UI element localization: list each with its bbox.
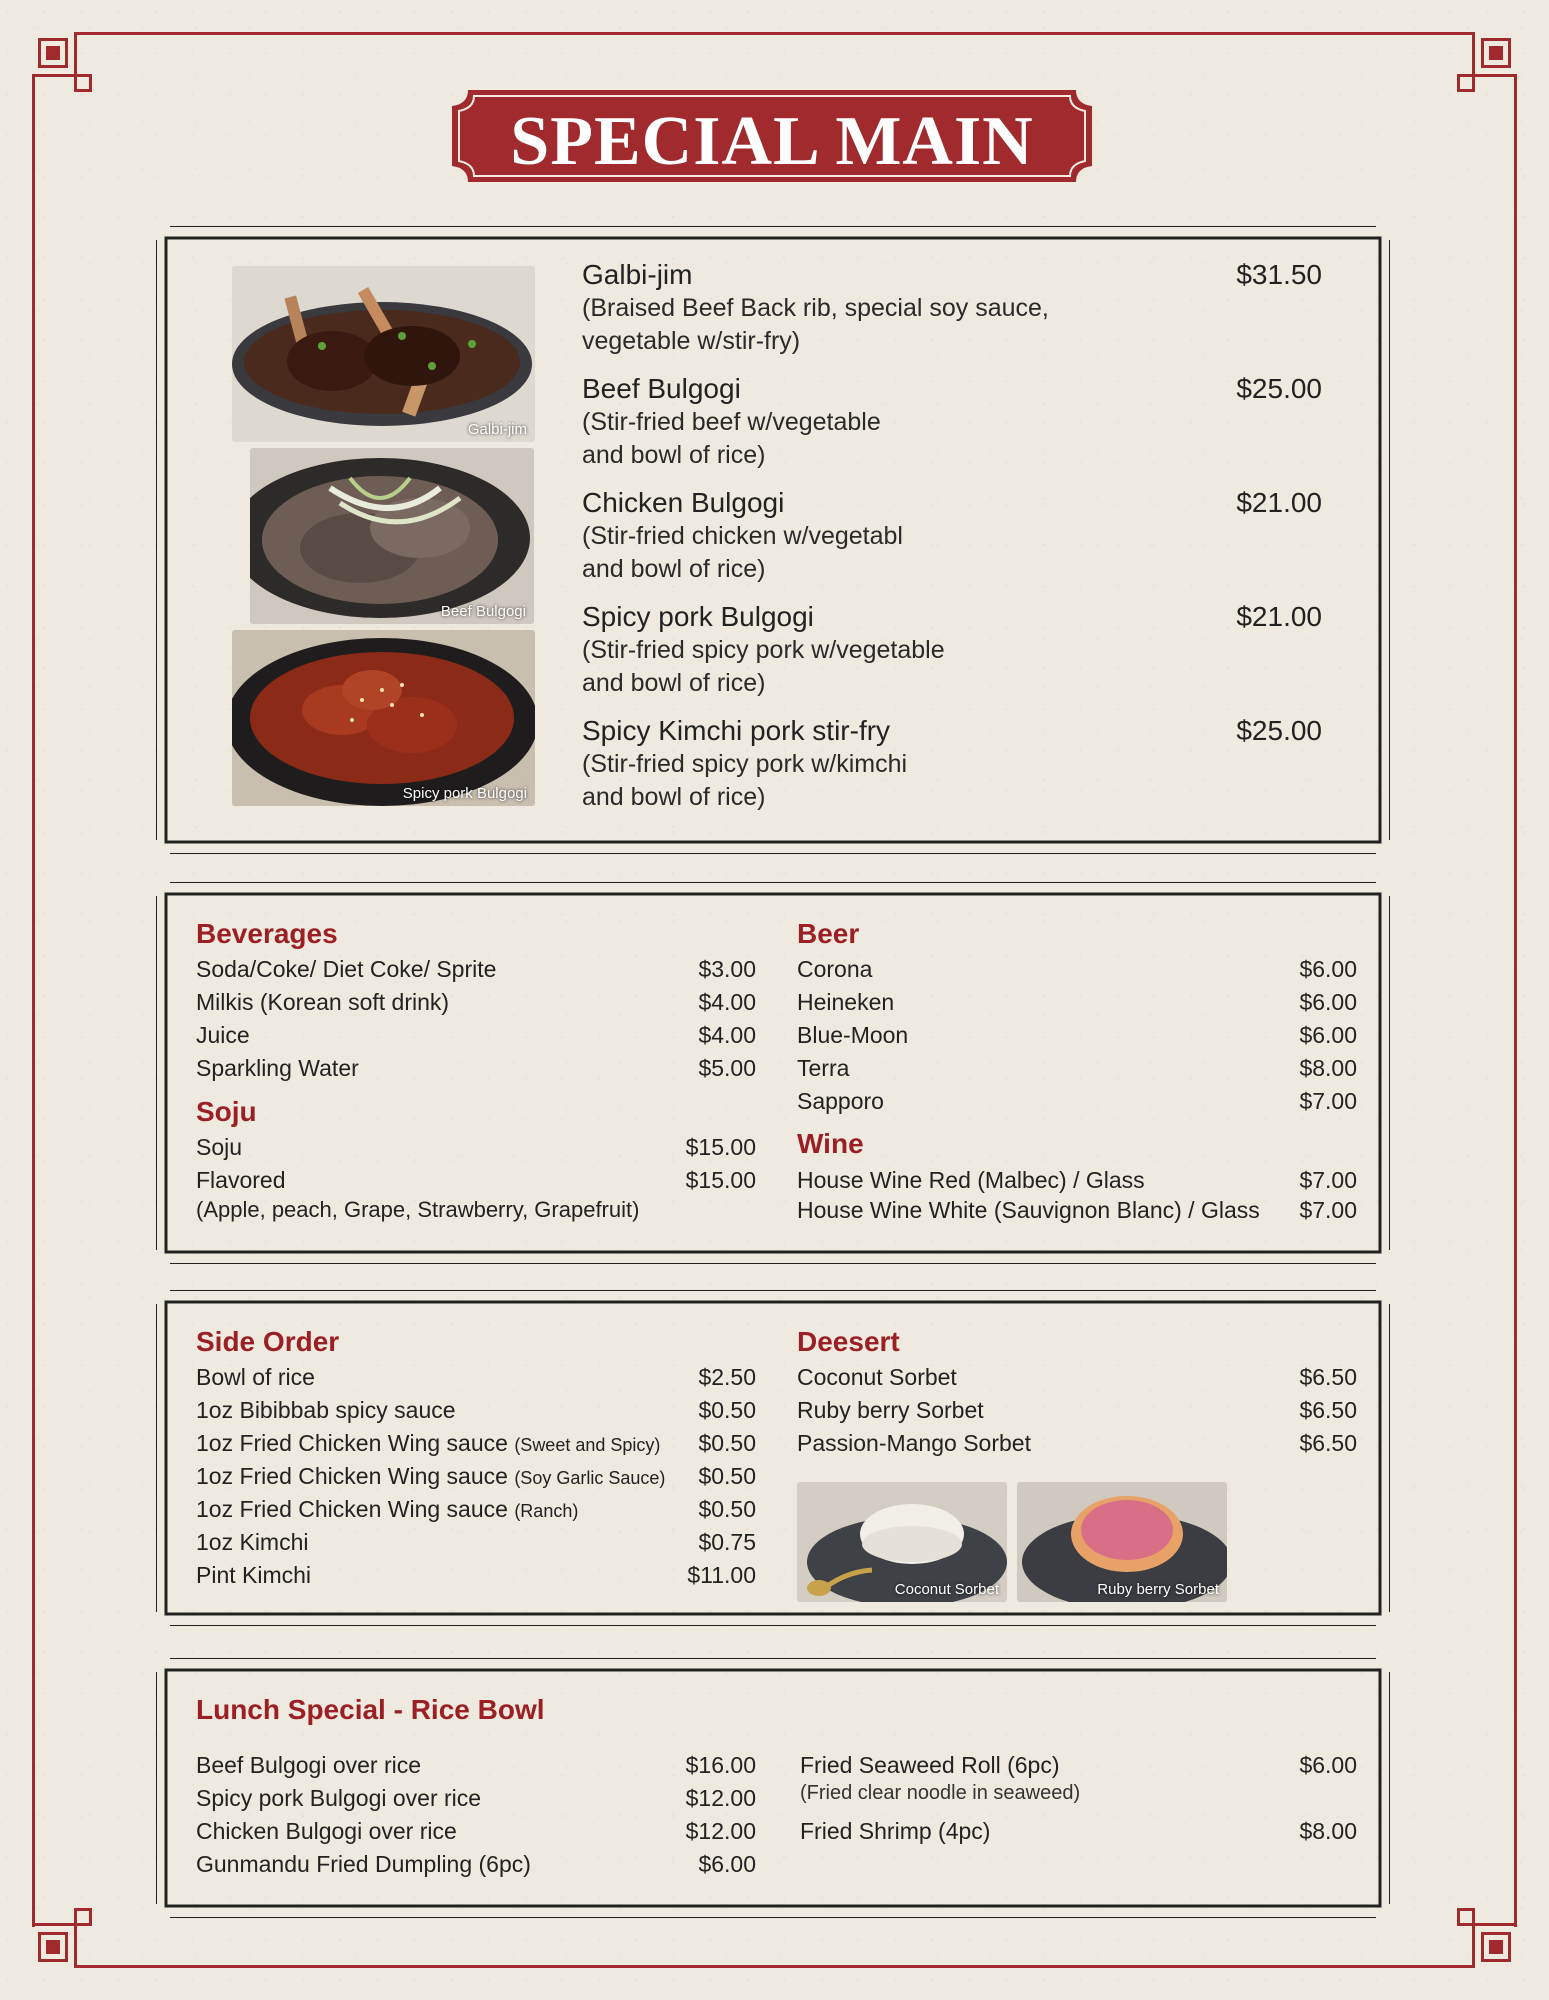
lunch-special-panel xyxy=(156,1658,1390,1918)
beer-item xyxy=(797,954,1357,984)
beverage-item xyxy=(196,1020,756,1050)
item-name: Flavored xyxy=(196,1167,286,1193)
beer-title: Beer xyxy=(797,918,860,949)
item-price: $7.00 xyxy=(1299,1088,1357,1114)
beverage-item xyxy=(196,1053,756,1083)
beef-bulgogi-photo xyxy=(250,448,534,624)
item-name: Fried Shrimp (4pc) xyxy=(800,1818,991,1844)
item-name: Pint Kimchi xyxy=(196,1562,312,1588)
item-name: Soda/Coke/ Diet Coke/ Sprite xyxy=(196,956,497,982)
item-name: Coconut Sorbet xyxy=(797,1364,957,1390)
item-name: Blue-Moon xyxy=(797,1022,909,1048)
item-desc-line1: (Stir-fried spicy pork w/vegetable xyxy=(582,636,945,664)
dessert-item xyxy=(797,1428,1357,1458)
item-price: $12.00 xyxy=(685,1785,756,1811)
main-item-spicy-kimchi-pork xyxy=(582,714,1322,814)
item-desc-line2: and bowl of rice) xyxy=(582,669,766,697)
drinks-panel xyxy=(156,882,1390,1264)
main-item-spicy-pork-bulgogi xyxy=(582,600,1322,700)
item-price: $2.50 xyxy=(698,1364,756,1390)
item-name: Spicy Kimchi pork stir-fry xyxy=(582,715,891,746)
side-item xyxy=(196,1494,756,1526)
item-name: Galbi-jim xyxy=(582,259,693,290)
side-dessert-panel xyxy=(156,1290,1390,1626)
side-item xyxy=(196,1395,756,1427)
dessert-item xyxy=(797,1395,1357,1425)
beer-item xyxy=(797,987,1357,1017)
item-name: Milkis (Korean soft drink) xyxy=(196,989,450,1015)
item-note: (Sweet and Spicy) xyxy=(514,1435,661,1455)
item-price: $15.00 xyxy=(685,1167,756,1193)
lunch-item xyxy=(196,1750,756,1780)
item-note: (Ranch) xyxy=(514,1501,579,1521)
title-banner xyxy=(450,88,1094,184)
side-item xyxy=(196,1560,756,1592)
item-name: Fried Seaweed Roll (6pc) xyxy=(800,1752,1060,1778)
main-item-galbi-jim xyxy=(582,258,1322,358)
dessert-item xyxy=(797,1362,1357,1392)
item-price: $6.00 xyxy=(1299,1752,1357,1778)
side-order-title: Side Order xyxy=(196,1326,340,1357)
beverage-item xyxy=(196,954,756,984)
item-name: Sparkling Water xyxy=(196,1055,359,1081)
item-note: (Soy Garlic Sauce) xyxy=(514,1468,666,1488)
lunch-item xyxy=(800,1750,1357,1780)
item-name: Bowl of rice xyxy=(196,1364,315,1390)
item-name: Terra xyxy=(797,1055,850,1081)
side-item xyxy=(196,1461,756,1493)
item-desc-line1: (Stir-fried beef w/vegetable xyxy=(582,408,881,436)
coconut-sorbet-caption: Coconut Sorbet xyxy=(894,1581,999,1598)
item-price: $6.50 xyxy=(1299,1397,1357,1423)
item-price: $6.00 xyxy=(1299,956,1357,982)
lunch-item xyxy=(800,1816,1357,1846)
item-name: Ruby berry Sorbet xyxy=(797,1397,984,1423)
item-price: $5.00 xyxy=(698,1055,756,1081)
beer-item xyxy=(797,1053,1357,1083)
soju-flavor-note: (Apple, peach, Grape, Strawberry, Grapefruit) xyxy=(196,1197,640,1222)
item-name: Beef Bulgogi over rice xyxy=(196,1752,422,1778)
item-price: $6.50 xyxy=(1299,1364,1357,1390)
item-name: House Wine Red (Malbec) / Glass xyxy=(797,1167,1145,1193)
item-price: $25.00 xyxy=(1236,715,1322,746)
ruby-berry-sorbet-caption: Ruby berry Sorbet xyxy=(1097,1581,1219,1598)
main-item-beef-bulgogi xyxy=(582,372,1322,472)
lunch-item-note: (Fried clear noodle in seaweed) xyxy=(800,1782,1081,1804)
item-price: $8.00 xyxy=(1299,1055,1357,1081)
item-price: $7.00 xyxy=(1299,1167,1357,1193)
item-price: $6.00 xyxy=(698,1851,756,1877)
lunch-item xyxy=(196,1783,756,1813)
item-desc-line1: (Stir-fried spicy pork w/kimchi xyxy=(582,750,908,778)
beer-item xyxy=(797,1086,1357,1116)
item-price: $0.75 xyxy=(698,1529,756,1555)
item-price: $7.00 xyxy=(1299,1197,1357,1223)
item-name: 1oz Bibibbab spicy sauce xyxy=(196,1397,456,1423)
wine-item xyxy=(797,1195,1357,1225)
side-item xyxy=(196,1527,756,1559)
item-price: $31.50 xyxy=(1236,259,1322,290)
item-name: 1oz Fried Chicken Wing sauce xyxy=(196,1463,508,1489)
item-name: Beef Bulgogi xyxy=(582,373,741,404)
lunch-item xyxy=(196,1816,756,1846)
item-desc-line2: vegetable w/stir-fry) xyxy=(582,327,801,355)
side-item xyxy=(196,1428,756,1460)
item-price: $15.00 xyxy=(685,1134,756,1160)
beverages-title: Beverages xyxy=(196,918,338,949)
galbi-jim-caption: Galbi-jim xyxy=(467,421,527,438)
item-price: $6.00 xyxy=(1299,989,1357,1015)
item-name: Spicy pork Bulgogi xyxy=(582,601,814,632)
soju-item xyxy=(196,1165,756,1195)
item-desc-line2: and bowl of rice) xyxy=(582,783,766,811)
special-main-panel xyxy=(156,226,1390,854)
item-price: $0.50 xyxy=(698,1397,756,1423)
spicy-pork-bulgogi-caption: Spicy pork Bulgogi xyxy=(402,785,527,802)
main-item-chicken-bulgogi xyxy=(582,486,1322,586)
item-name: Sapporo xyxy=(797,1088,884,1114)
item-name: Corona xyxy=(797,956,873,982)
item-name: Juice xyxy=(196,1022,250,1048)
item-price: $21.00 xyxy=(1236,601,1322,632)
wine-item xyxy=(797,1165,1357,1195)
item-desc-line1: (Braised Beef Back rib, special soy sauce, xyxy=(582,294,1049,322)
galbi-jim-photo xyxy=(232,266,535,442)
item-price: $25.00 xyxy=(1236,373,1322,404)
item-name: 1oz Fried Chicken Wing sauce xyxy=(196,1496,508,1522)
item-price: $11.00 xyxy=(687,1562,756,1588)
item-name: Spicy pork Bulgogi over rice xyxy=(196,1785,482,1811)
item-desc-line2: and bowl of rice) xyxy=(582,555,766,583)
dessert-title: Deesert xyxy=(797,1326,900,1357)
item-price: $4.00 xyxy=(698,989,756,1015)
soju-title: Soju xyxy=(196,1096,257,1127)
item-name: House Wine White (Sauvignon Blanc) / Glass xyxy=(797,1197,1260,1223)
beverage-item xyxy=(196,987,756,1017)
ruby-berry-sorbet-photo xyxy=(1017,1482,1227,1602)
item-price: $0.50 xyxy=(698,1496,756,1522)
item-price: $0.50 xyxy=(698,1430,756,1456)
soju-item xyxy=(196,1132,756,1162)
item-price: $4.00 xyxy=(698,1022,756,1048)
item-price: $0.50 xyxy=(698,1463,756,1489)
item-desc-line2: and bowl of rice) xyxy=(582,441,766,469)
lunch-item xyxy=(196,1849,756,1879)
item-price: $12.00 xyxy=(685,1818,756,1844)
wine-title: Wine xyxy=(797,1128,864,1159)
item-name: Chicken Bulgogi xyxy=(582,487,785,518)
item-name: Gunmandu Fried Dumpling (6pc) xyxy=(196,1851,531,1877)
side-item xyxy=(196,1362,756,1394)
spicy-pork-bulgogi-photo xyxy=(232,630,535,806)
item-price: $6.00 xyxy=(1299,1022,1357,1048)
lunch-special-title: Lunch Special - Rice Bowl xyxy=(196,1694,545,1725)
item-price: $8.00 xyxy=(1299,1818,1357,1844)
item-price: $3.00 xyxy=(698,956,756,982)
coconut-sorbet-photo xyxy=(797,1482,1007,1602)
item-price: $16.00 xyxy=(685,1752,756,1778)
item-name: Soju xyxy=(196,1134,243,1160)
beer-item xyxy=(797,1020,1357,1050)
item-name: Heineken xyxy=(797,989,895,1015)
item-price: $6.50 xyxy=(1299,1430,1357,1456)
item-desc-line1: (Stir-fried chicken w/vegetabl xyxy=(582,522,903,550)
beef-bulgogi-caption: Beef Bulgogi xyxy=(440,603,526,620)
item-name: Chicken Bulgogi over rice xyxy=(196,1818,457,1844)
item-price: $21.00 xyxy=(1236,487,1322,518)
page-title: SPECIAL MAIN xyxy=(510,103,1034,180)
item-name: 1oz Kimchi xyxy=(196,1529,309,1555)
item-name: 1oz Fried Chicken Wing sauce xyxy=(196,1430,508,1456)
item-name: Passion-Mango Sorbet xyxy=(797,1430,1031,1456)
